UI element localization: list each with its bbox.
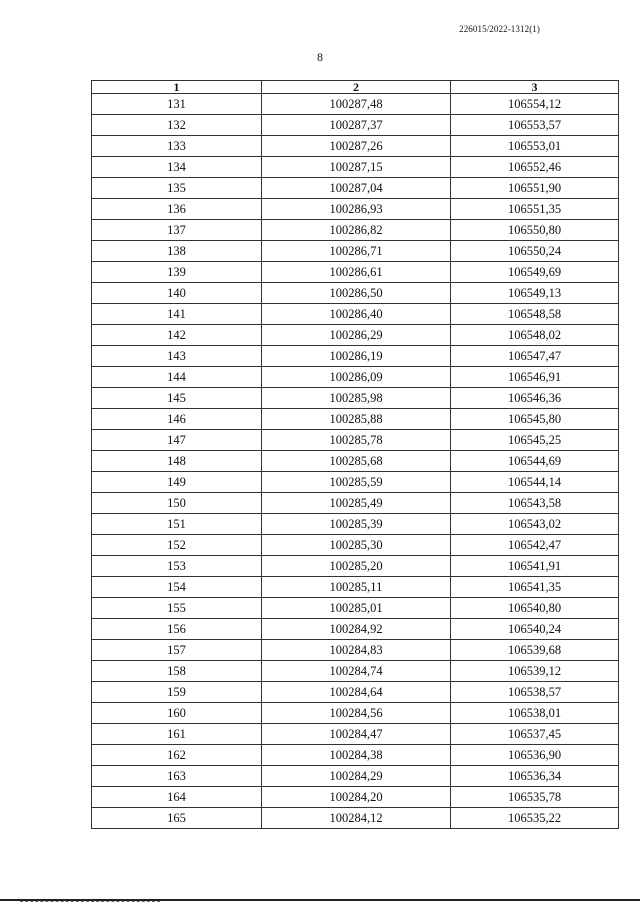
table-row: [92, 745, 619, 766]
point-number-cell: 151: [92, 514, 262, 535]
table-row: [92, 472, 619, 493]
coordinate-y-cell: 106547,47: [451, 346, 619, 367]
coordinate-x-cell: 100287,04: [262, 178, 451, 199]
point-number-cell: 139: [92, 262, 262, 283]
table-row: [92, 640, 619, 661]
coordinate-x-cell: 100284,38: [262, 745, 451, 766]
coordinate-y-cell: 106539,12: [451, 661, 619, 682]
coordinate-x-cell: 100286,09: [262, 367, 451, 388]
coordinate-x-cell: 100284,12: [262, 808, 451, 829]
coordinate-y-cell: 106538,57: [451, 682, 619, 703]
point-number-cell: 161: [92, 724, 262, 745]
point-number-cell: 135: [92, 178, 262, 199]
coordinate-x-cell: 100284,56: [262, 703, 451, 724]
column-header-3: 3: [451, 81, 619, 94]
coordinate-y-cell: 106541,91: [451, 556, 619, 577]
coordinate-x-cell: 100285,88: [262, 409, 451, 430]
point-number-cell: 165: [92, 808, 262, 829]
table-row: [92, 388, 619, 409]
table-row: [92, 136, 619, 157]
table-row: [92, 241, 619, 262]
point-number-cell: 141: [92, 304, 262, 325]
point-number-cell: 153: [92, 556, 262, 577]
column-header-1: 1: [92, 81, 262, 94]
coordinate-x-cell: 100285,78: [262, 430, 451, 451]
coordinate-y-cell: 106540,80: [451, 598, 619, 619]
point-number-cell: 146: [92, 409, 262, 430]
point-number-cell: 138: [92, 241, 262, 262]
table-row: [92, 220, 619, 241]
coordinate-y-cell: 106549,13: [451, 283, 619, 304]
point-number-cell: 162: [92, 745, 262, 766]
coordinate-y-cell: 106540,24: [451, 619, 619, 640]
table-row: [92, 157, 619, 178]
table-row: [92, 493, 619, 514]
coordinate-y-cell: 106553,57: [451, 115, 619, 136]
coordinate-x-cell: 100285,01: [262, 598, 451, 619]
column-header-2: 2: [262, 81, 451, 94]
coordinate-y-cell: 106538,01: [451, 703, 619, 724]
coordinate-x-cell: 100286,40: [262, 304, 451, 325]
table-row: [92, 514, 619, 535]
coordinate-y-cell: 106548,58: [451, 304, 619, 325]
point-number-cell: 149: [92, 472, 262, 493]
coordinate-y-cell: 106552,46: [451, 157, 619, 178]
coordinate-y-cell: 106544,14: [451, 472, 619, 493]
point-number-cell: 156: [92, 619, 262, 640]
header-row: [92, 81, 619, 94]
point-number-cell: 150: [92, 493, 262, 514]
coordinate-x-cell: 100285,11: [262, 577, 451, 598]
coordinate-x-cell: 100285,68: [262, 451, 451, 472]
table-header: [92, 81, 619, 94]
point-number-cell: 147: [92, 430, 262, 451]
coordinate-y-cell: 106541,35: [451, 577, 619, 598]
point-number-cell: 159: [92, 682, 262, 703]
coordinate-y-cell: 106551,35: [451, 199, 619, 220]
point-number-cell: 140: [92, 283, 262, 304]
coordinate-y-cell: 106549,69: [451, 262, 619, 283]
point-number-cell: 145: [92, 388, 262, 409]
coordinate-x-cell: 100284,20: [262, 787, 451, 808]
coordinate-x-cell: 100286,71: [262, 241, 451, 262]
point-number-cell: 143: [92, 346, 262, 367]
coordinate-y-cell: 106537,45: [451, 724, 619, 745]
coordinate-y-cell: 106550,24: [451, 241, 619, 262]
coordinate-y-cell: 106542,47: [451, 535, 619, 556]
point-number-cell: 136: [92, 199, 262, 220]
table-row: [92, 262, 619, 283]
coordinate-y-cell: 106535,78: [451, 787, 619, 808]
point-number-cell: 164: [92, 787, 262, 808]
coordinate-y-cell: 106554,12: [451, 94, 619, 115]
point-number-cell: 133: [92, 136, 262, 157]
point-number-cell: 152: [92, 535, 262, 556]
coordinate-x-cell: 100286,50: [262, 283, 451, 304]
coordinate-y-cell: 106539,68: [451, 640, 619, 661]
point-number-cell: 144: [92, 367, 262, 388]
coordinate-y-cell: 106536,34: [451, 766, 619, 787]
table-row: [92, 178, 619, 199]
table-row: [92, 766, 619, 787]
coordinate-x-cell: 100284,29: [262, 766, 451, 787]
coordinate-x-cell: 100287,26: [262, 136, 451, 157]
table-row: [92, 115, 619, 136]
table-body: [92, 94, 619, 829]
coordinate-x-cell: 100285,20: [262, 556, 451, 577]
table-row: [92, 556, 619, 577]
table-row: [92, 703, 619, 724]
coordinate-x-cell: 100287,37: [262, 115, 451, 136]
coordinate-y-cell: 106551,90: [451, 178, 619, 199]
coordinate-x-cell: 100287,15: [262, 157, 451, 178]
table-row: [92, 451, 619, 472]
coordinate-y-cell: 106543,02: [451, 514, 619, 535]
table-row: [92, 724, 619, 745]
coordinate-y-cell: 106536,90: [451, 745, 619, 766]
point-number-cell: 132: [92, 115, 262, 136]
coordinate-x-cell: 100285,98: [262, 388, 451, 409]
table-row: [92, 661, 619, 682]
table-row: [92, 787, 619, 808]
coordinate-x-cell: 100284,83: [262, 640, 451, 661]
table-row: [92, 94, 619, 115]
coordinate-y-cell: 106546,91: [451, 367, 619, 388]
table-row: [92, 808, 619, 829]
coordinate-y-cell: 106546,36: [451, 388, 619, 409]
table-row: [92, 577, 619, 598]
coordinate-x-cell: 100285,30: [262, 535, 451, 556]
coordinate-y-cell: 106544,69: [451, 451, 619, 472]
table-row: [92, 535, 619, 556]
coordinate-y-cell: 106545,80: [451, 409, 619, 430]
coordinate-x-cell: 100286,29: [262, 325, 451, 346]
table-row: [92, 325, 619, 346]
coordinate-x-cell: 100284,47: [262, 724, 451, 745]
coordinate-y-cell: 106553,01: [451, 136, 619, 157]
coordinate-y-cell: 106550,80: [451, 220, 619, 241]
table-row: [92, 619, 619, 640]
point-number-cell: 155: [92, 598, 262, 619]
table-row: [92, 304, 619, 325]
coordinate-x-cell: 100284,74: [262, 661, 451, 682]
coordinates-table: [91, 80, 619, 829]
point-number-cell: 131: [92, 94, 262, 115]
point-number-cell: 154: [92, 577, 262, 598]
bottom-rule-dashed: [20, 901, 160, 902]
coordinate-x-cell: 100287,48: [262, 94, 451, 115]
point-number-cell: 134: [92, 157, 262, 178]
point-number-cell: 157: [92, 640, 262, 661]
page-number: 8: [317, 50, 323, 64]
coordinate-x-cell: 100284,92: [262, 619, 451, 640]
coordinate-x-cell: 100285,49: [262, 493, 451, 514]
point-number-cell: 137: [92, 220, 262, 241]
point-number-cell: 160: [92, 703, 262, 724]
table-row: [92, 430, 619, 451]
table-row: [92, 346, 619, 367]
point-number-cell: 148: [92, 451, 262, 472]
coordinate-y-cell: 106545,25: [451, 430, 619, 451]
coordinate-x-cell: 100286,61: [262, 262, 451, 283]
coordinate-x-cell: 100286,82: [262, 220, 451, 241]
coordinate-x-cell: 100284,64: [262, 682, 451, 703]
point-number-cell: 142: [92, 325, 262, 346]
table-row: [92, 682, 619, 703]
document-reference: 226015/2022-1312(1): [459, 24, 540, 34]
table-row: [92, 199, 619, 220]
table-row: [92, 283, 619, 304]
coordinate-x-cell: 100286,93: [262, 199, 451, 220]
coordinate-x-cell: 100285,59: [262, 472, 451, 493]
table-row: [92, 598, 619, 619]
coordinate-y-cell: 106535,22: [451, 808, 619, 829]
coordinate-x-cell: 100285,39: [262, 514, 451, 535]
point-number-cell: 163: [92, 766, 262, 787]
coordinate-y-cell: 106548,02: [451, 325, 619, 346]
table-row: [92, 409, 619, 430]
coordinate-x-cell: 100286,19: [262, 346, 451, 367]
point-number-cell: 158: [92, 661, 262, 682]
table-row: [92, 367, 619, 388]
coordinate-y-cell: 106543,58: [451, 493, 619, 514]
